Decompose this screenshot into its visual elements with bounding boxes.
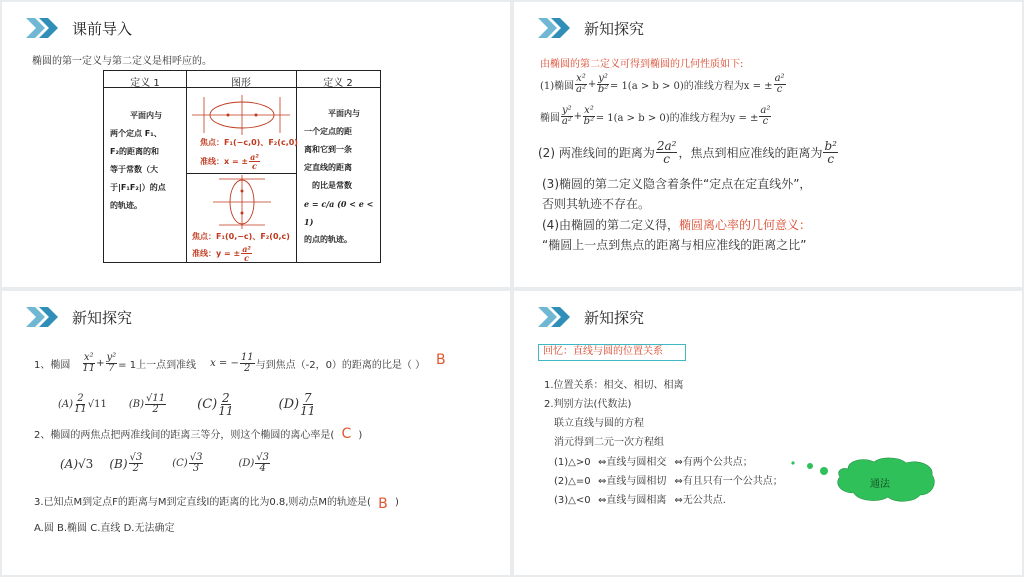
bubble-text: 通法 [870,479,890,490]
table-header-def2: 定义 2 [323,78,353,89]
fraction [218,392,233,417]
double-arrow-icon: ⇔ [674,495,683,506]
case-list [554,453,783,510]
case-condition: (2)△=0 [554,476,591,487]
vertical-ellipse-figure [209,175,275,229]
slide-header [26,17,132,39]
q1-text: = 1上一点到准线 [118,360,197,371]
def2-line: 离和它到一条 [304,145,352,154]
q2-answer: C [341,426,352,442]
slide-title: 课前导入 [72,19,133,38]
table-divider [296,71,297,262]
frac-den: 2 [132,463,140,474]
fraction [74,394,87,415]
case-relation: 直线与圆相离 [606,495,667,506]
property-2-text: ，焦点到相应准线的距离为 [678,146,823,160]
double-arrow-icon: ⇔ [598,476,607,487]
slide-2[interactable] [514,2,1022,287]
question-3 [34,493,399,512]
fraction [823,140,838,165]
figure2-directrix-label [192,245,253,262]
frac-num: √3 [129,452,143,463]
option-label: (A) [58,399,74,410]
property-1: (1)椭圆 $\frac{\text{x²}}{\text{a²}}$ + $\frac{\text{y²}}{\text{b²}}$ = 1(a > b > 0)的准线方程为x = ± $\frac{\text{a²}}{c}$ [540,73,785,95]
fraction: $\frac{\text{y²}}{7}$ [106,352,117,374]
slide-title: 新知探究 [584,308,645,327]
def1-line: 平面内与 [130,111,162,120]
fraction [145,394,166,415]
def2-line: 的点的轨迹。 [304,235,352,244]
def2-line: e = c/a (0 < e < 1) [304,199,374,227]
def1-line: F₂的距离的和 [110,147,159,156]
property-4-line: “椭圆上一点到焦点的距离与相应准线的距离之比” [542,238,807,252]
fraction: $\frac{\text{a²}}{c}$ [760,105,771,127]
option-suffix: √11 [87,399,107,410]
q1-directrix: x = − [210,358,239,369]
q1-answer: B [436,352,446,368]
question-2 [34,426,362,442]
frac-num: 11 [240,352,254,363]
frac-den: c [827,152,835,166]
fraction: $\frac{\text{y²}}{\text{a²}}$ [561,105,572,127]
table-header-def1: 定义 1 [130,78,160,89]
table-divider [186,71,187,262]
double-arrow-icon: ⇔ [674,476,683,487]
property-1-prefix: (1)椭圆 [540,81,575,92]
case-result: 无公共点. [682,495,726,506]
frac-num: 2 [222,391,230,405]
slide-1[interactable] [2,2,510,287]
case-relation: 直线与圆相切 [606,476,667,487]
def1-line: 两个定点 F₁、 [110,129,162,138]
q3-answer: B [378,496,388,512]
frac-den: 4 [259,463,266,474]
frac-num: a² [242,244,251,254]
slide-title: 新知探究 [584,19,645,38]
case-relation: 直线与圆相交 [606,457,667,468]
def1-line: 于|F₁F₂|）的点 [110,183,166,192]
q2-options [60,453,271,474]
case-result: 有两个公共点； [682,457,753,468]
case-condition: (3)△<0 [554,495,591,506]
property-3-line: 否则其轨迹不存在。 [542,197,651,211]
option-label: (C) [172,458,188,469]
table-header-figure: 图形 [231,78,251,89]
slide-title: 新知探究 [72,308,133,327]
q3-close: ) [394,497,399,508]
def2-line: 一个定点的距 [304,127,352,136]
fraction [129,453,144,474]
case-row [554,472,783,491]
intro-text: 椭圆的第一定义与第二定义是相呼应的。 [32,56,212,67]
chevron-icon [26,18,62,38]
property-1-text: = 1(a > b > 0)的准线方程为x = ± [609,81,773,92]
q2-close: ) [358,430,363,441]
property-2 [538,140,839,165]
def2-line: 的比是常数 [312,181,352,190]
def2-line: 平面内与 [328,109,360,118]
option-label: (B) [109,456,128,471]
frac-den: 2 [244,363,251,374]
fraction [255,453,270,474]
def1-line: 的轨迹。 [110,201,142,210]
fraction [240,353,255,374]
fraction [249,153,260,170]
q1-options [58,392,316,417]
double-arrow-icon: ⇔ [598,457,607,468]
property-4-prefix: (4)由椭圆的第二定义得， [542,218,679,232]
frac-den: c [663,152,670,166]
case-row [554,453,783,472]
option-suffix: √3 [78,456,94,471]
double-arrow-icon: ⇔ [598,495,607,506]
case-row [554,491,783,510]
definition-table [103,70,381,263]
frac-num: √3 [256,452,269,463]
lead-text: 由椭圆的第二定义可得到椭圆的几何性质如下: [540,59,744,70]
fraction [241,245,252,262]
option-label: (D) [278,397,300,412]
def2-line: 定直线的距离 [304,163,352,172]
directrix-text: 准线：y = ± [192,249,241,258]
q3-options: A.圆 B.椭圆 C.直线 D.无法确定 [34,523,175,534]
definition-1-text [110,107,184,215]
frac-den: 2 [152,404,159,415]
property-4 [542,215,811,255]
q3-text: 3.已知点M到定点F的距离与M到定直线l的距离的比为0.8,则动点M的轨迹是( [34,497,371,508]
chevron-icon [26,307,62,327]
frac-den: c [244,253,249,263]
list-item: 2.判别方法(代数法) [544,399,632,410]
case-result: 有且只有一个公共点； [682,476,783,487]
property-1b: 椭圆 $\frac{\text{y²}}{\text{a²}}$ + $\frac{\text{x²}}{\text{b²}}$ = 1(a > b > 0)的准线方程为y = ± $\frac{\text{a²}}{c}$ [540,105,771,127]
case-condition: (1)△>0 [554,457,591,468]
chevron-icon [538,18,574,38]
recall-box: 回忆：直线与圆的位置关系 [538,344,686,361]
figure2-focus-label: 焦点：F₁(0,−c)、F₂(0,c) [192,232,290,241]
q1-prefix: 1、椭圆 [34,360,71,371]
fraction: $\frac{\text{a²}}{c}$ [774,73,785,95]
option-label: (B) [128,399,145,410]
slide-header [26,306,132,328]
chevron-icon [538,307,574,327]
intro-lines: 1.位置关系：相交、相切、相离 2.判别方法(代数法) 联立直线与圆的方程 消元得到二元一次方程组 [544,376,684,452]
property-4-highlight: 椭圆离心率的几何意义： [679,218,812,232]
frac-den: 3 [192,463,200,474]
property-3 [542,174,811,214]
figure-divider [186,173,296,174]
q1-text-end: 与到焦点（-2，0）的距离的比是（ ） [255,360,426,371]
definition-2-text [304,105,380,249]
fraction: $\frac{\text{x²}}{11}$ [82,352,96,374]
frac-num: a² [250,152,259,162]
property-2-prefix: (2) 两准线间的距离为 [538,146,655,160]
def1-line: 等于常数（大 [110,165,158,174]
fraction: $\frac{\text{x²}}{\text{a²}}$ [576,73,586,95]
figure1-focus-label: 焦点：F₁(−c,0)、F₂(c,0) [200,138,298,147]
list-item: 1.位置关系：相交、相切、相离 [544,380,684,391]
question-1: 1、椭圆 $\frac{\text{x²}}{11}$ + $\frac{\text{y²}}{7}$ = 1上一点到准线 x = − $\frac{11}{2}$ 与到焦点（-2，0）的距离的比是（ ） [34,352,426,374]
frac-num: √3 [189,452,203,463]
directrix-text: 准线：x = ± [200,157,249,166]
frac-num: √11 [146,393,166,404]
frac-den: 11 [74,404,87,415]
frac-num: b² [824,139,837,153]
property-3-line: (3)椭圆的第二定义隐含着条件“定点在定直线外”， [542,177,812,191]
frac-den: c [252,161,257,171]
frac-num: 7 [303,391,312,405]
property-1b-prefix: 椭圆 [540,113,560,124]
option-label: (D) [238,458,255,469]
slide-3[interactable] [2,291,510,575]
slide-header [538,306,644,328]
fraction [189,453,204,474]
fraction: $\frac{\text{x²}}{\text{b²}}$ [583,105,595,127]
fraction: $\frac{\text{y²}}{\text{b²}}$ [597,73,609,95]
frac-num: 2a² [656,139,677,153]
option-label: (A) [60,456,79,471]
double-arrow-icon: ⇔ [674,457,683,468]
figure1-directrix-label [200,153,261,170]
frac-num: 2 [77,393,84,404]
q2-text: 2、椭圆的两焦点把两准线间的距离三等分，则这个椭圆的离心率是( [34,430,335,441]
slide-4[interactable] [514,291,1022,575]
fraction [656,140,678,165]
frac-den: 11 [218,404,234,418]
frac-den: 11 [300,404,316,418]
property-1b-text: = 1(a > b > 0)的准线方程为y = ± [595,113,759,124]
fraction [300,392,315,417]
option-label: (C) [197,397,218,412]
slide-header [538,17,644,39]
